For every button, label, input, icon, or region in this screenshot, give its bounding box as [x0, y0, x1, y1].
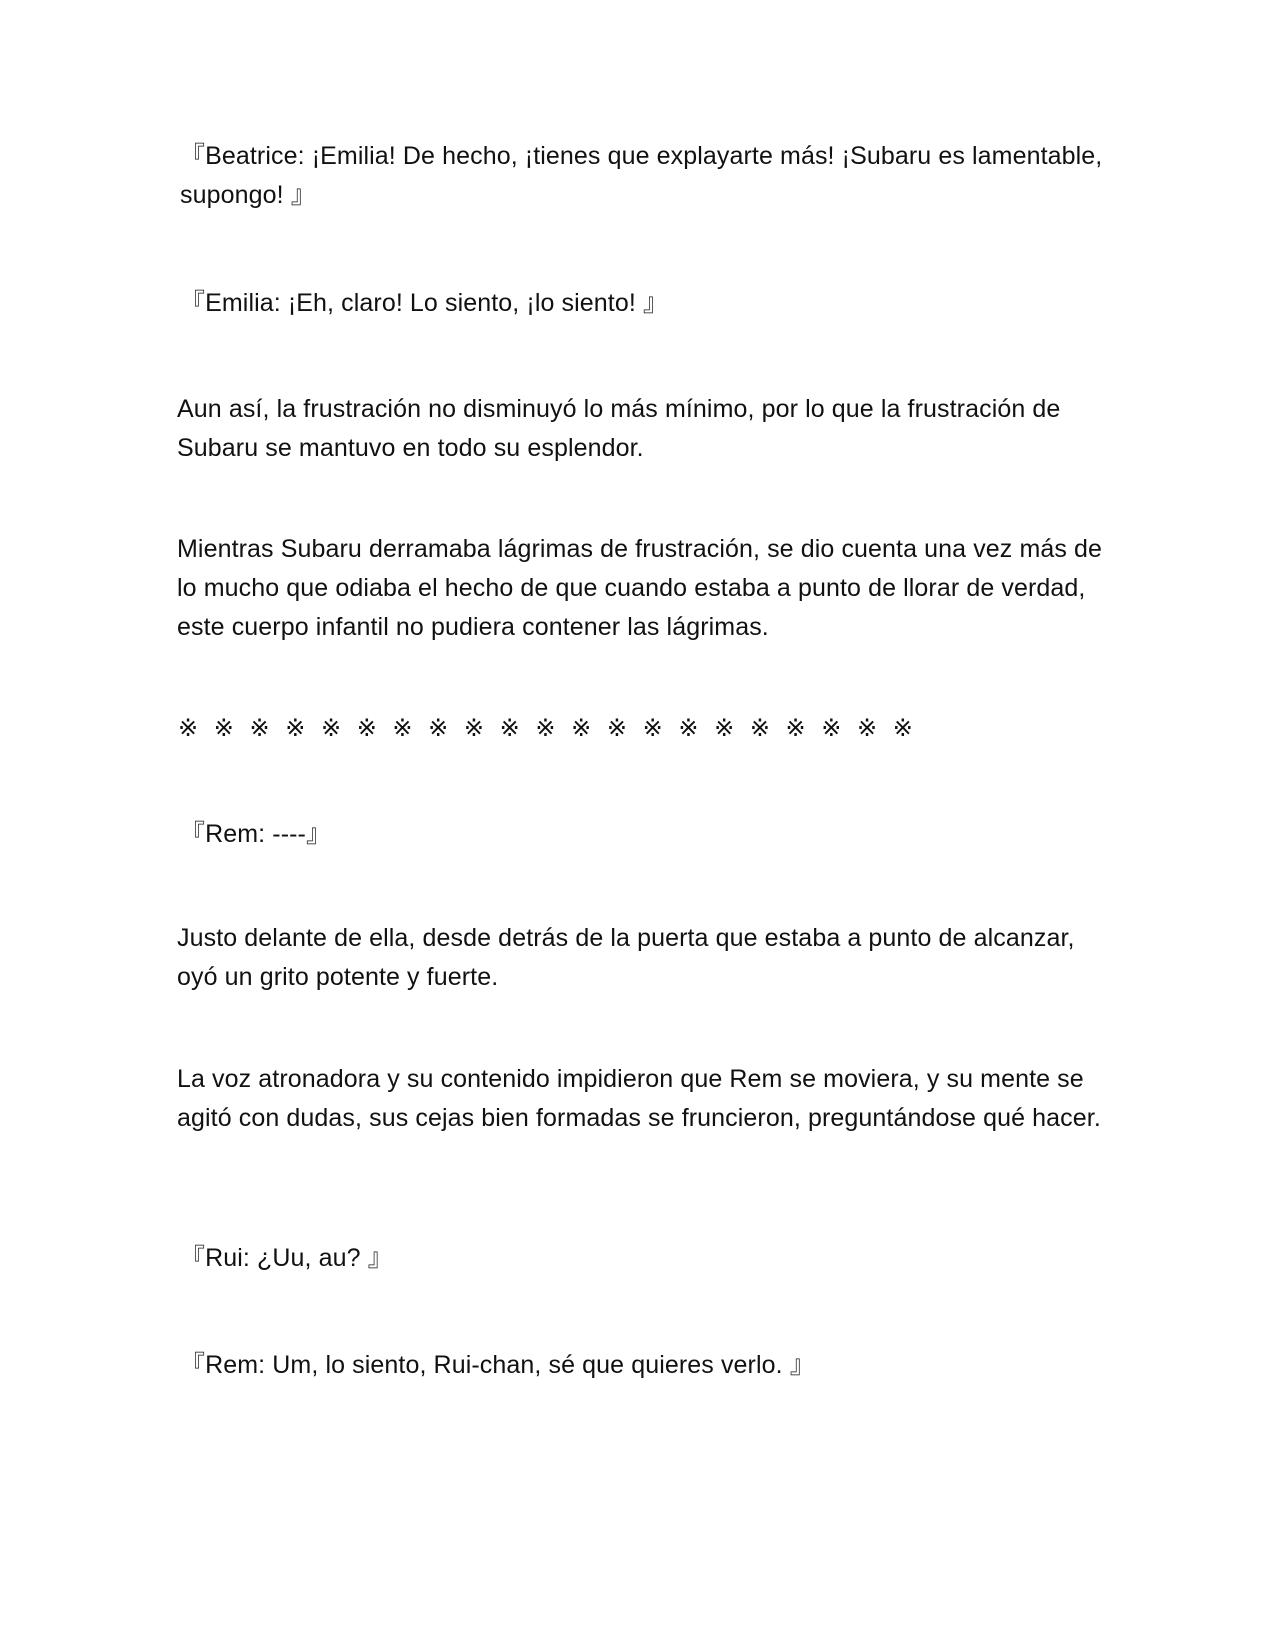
narration-paragraph: Mientras Subaru derramaba lágrimas de frustración, se dio cuenta una vez más de lo mucho que odiaba el hecho de que cuando estaba a punto de llorar de verdad, este cuerpo infantil no pudiera contener las lágrimas. — [177, 535, 1103, 641]
dialogue-beatrice: 『Beatrice: ¡Emilia! De hecho, ¡tienes que explayarte más! ¡Subaru es lamentable, supongo! 』 — [180, 142, 1103, 209]
narration-paragraph: Justo delante de ella, desde detrás de la puerta que estaba a punto de alcanzar, oyó un grito potente y fuerte. — [177, 924, 1075, 991]
dialogue-emilia: 『Emilia: ¡Eh, claro! Lo siento, ¡lo siento! 』 — [180, 289, 669, 317]
narration-paragraph: La voz atronadora y su contenido impidieron que Rem se moviera, y su mente se agitó con dudas, sus cejas bien formadas se fruncieron, preguntándose qué hacer. — [177, 1065, 1101, 1132]
narration-paragraph: Aun así, la frustración no disminuyó lo más mínimo, por lo que la frustración de Subaru se mantuvo en todo su esplendor. — [177, 395, 1061, 462]
scene-separator: ※ ※ ※ ※ ※ ※ ※ ※ ※ ※ ※ ※ ※ ※ ※ ※ ※ ※ ※ ※ ※ — [178, 714, 917, 742]
dialogue-rem: 『Rem: ----』 — [180, 820, 332, 848]
dialogue-rui: 『Rui: ¿Uu, au? 』 — [180, 1244, 393, 1272]
dialogue-rem: 『Rem: Um, lo siento, Rui-chan, sé que quieres verlo. 』 — [180, 1351, 815, 1379]
